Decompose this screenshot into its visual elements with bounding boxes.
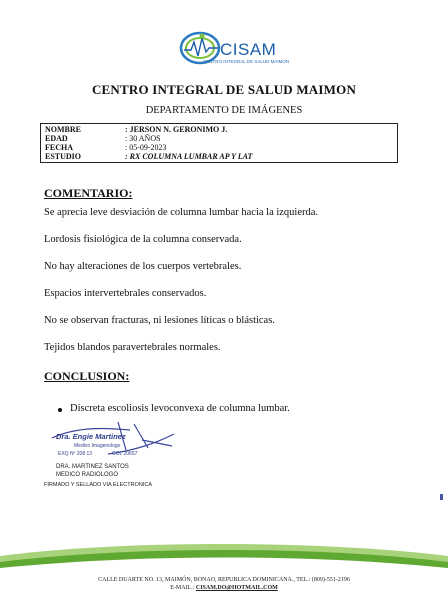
comentario-line: Lordosis fisiológica de la columna conservada.	[44, 234, 242, 245]
comentario-line: Se aprecia leve desviación de columna lumbar hacia la izquierda.	[44, 207, 319, 218]
stamp-exq: EXQ Nº 208 13	[58, 451, 93, 457]
comentario-line: No hay alteraciones de los cuerpos vertebrales.	[44, 261, 242, 272]
logo-subtitle: CENTRO INTEGRAL DE SALUD MAIMON	[203, 59, 290, 64]
margin-mark	[440, 494, 443, 500]
edad-label: EDAD	[45, 134, 68, 143]
doctor-role: MEDICO RADIOLOGO	[56, 472, 119, 478]
comentario-heading: COMENTARIO:	[44, 186, 133, 200]
doctor-name: DRA. MARTINEZ SANTOS	[56, 464, 129, 470]
footer-email-line	[0, 585, 448, 591]
conclusion-heading: CONCLUSION:	[44, 369, 130, 383]
footer-address: CALLE DUARTE NO. 13, MAIMÓN, BONAO, REPUBLICA DOMINICANA., TEL.: (809)-551-2196	[98, 577, 350, 583]
nombre-label: NOMBRE	[45, 125, 81, 134]
signature-stamp	[48, 420, 176, 464]
footer-wave	[0, 540, 448, 608]
signature-note: FIRMADO Y SELLADO VIA ELECTRONICA	[44, 482, 152, 488]
estudio-label: ESTUDIO	[45, 152, 82, 161]
comentario-line: Espacios intervertebrales conservados.	[44, 288, 207, 299]
stamp-role: Medico Imagenologo	[74, 443, 121, 449]
page-title: CENTRO INTEGRAL DE SALUD MAIMON	[91, 82, 357, 94]
signature-scribble-icon	[48, 420, 176, 464]
edad-value: : 30 AÑOS	[125, 134, 161, 143]
nombre-value: : JERSON N. GERONIMO J.	[125, 125, 228, 134]
comentario-line: Tejidos blandos paravertebrales normales.	[44, 342, 221, 353]
footer-email-label: E-MAIL.:	[170, 585, 195, 591]
bullet-icon	[58, 408, 62, 412]
logo-name: CISAM	[220, 40, 277, 59]
conclusion-item: Discreta escoliosis levoconvexa de columna lumbar.	[70, 403, 290, 414]
department-title: DEPARTAMENTO DE IMÁGENES	[145, 105, 303, 116]
estudio-value: : RX COLUMNA LUMBAR AP Y LAT	[125, 152, 253, 161]
footer-email-link[interactable]: CISAM.DO@HOTMAIL.COM	[195, 585, 278, 591]
comentario-line: No se observan fracturas, ni lesiones líticas o blásticas.	[44, 315, 275, 326]
fecha-label: FECHA	[45, 143, 73, 152]
patient-info-box	[40, 123, 398, 163]
fecha-value: : 05-09-2023	[125, 143, 167, 152]
stamp-cod: COL 20657	[112, 451, 138, 457]
stamp-name: Dra. Engie Martinez	[56, 432, 126, 441]
